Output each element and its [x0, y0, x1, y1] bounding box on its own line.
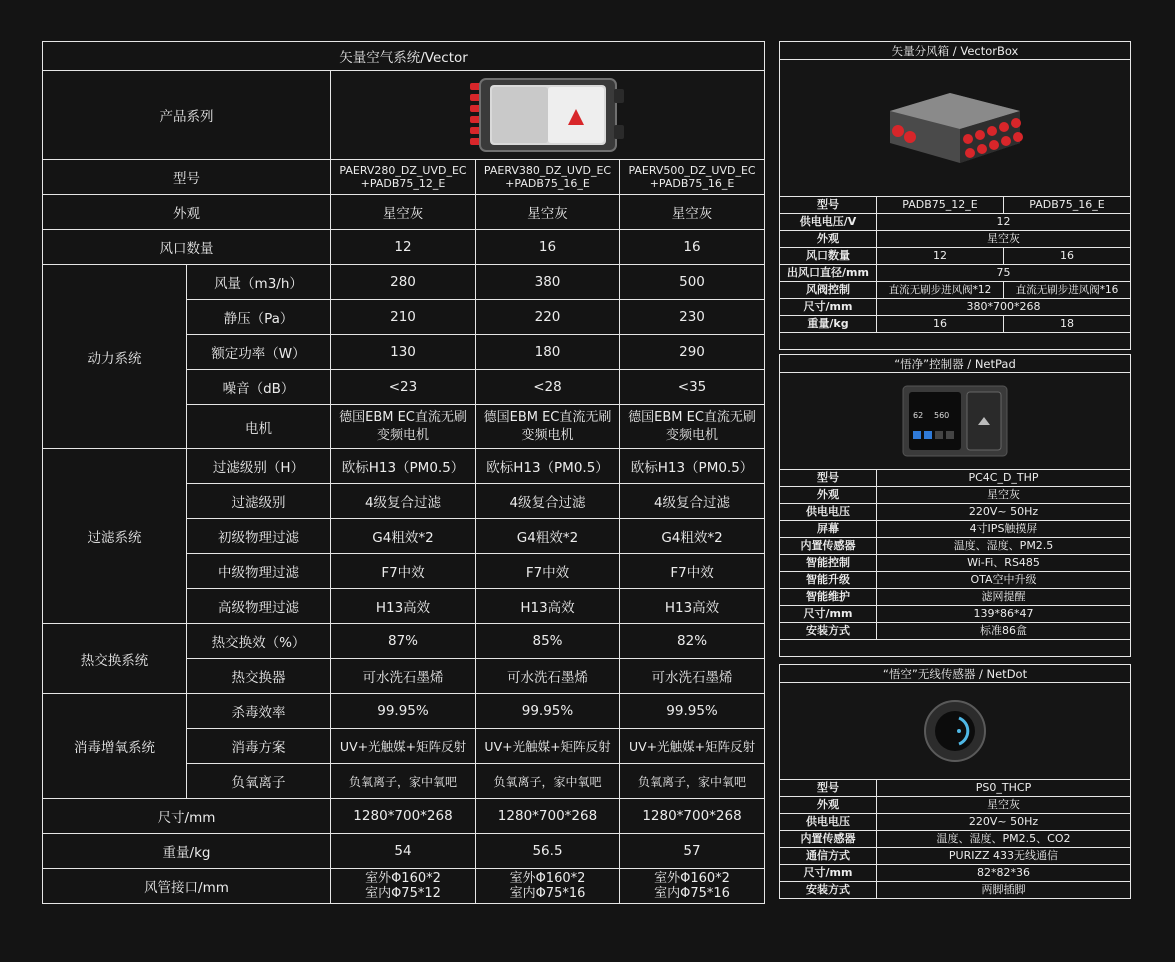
spec-value: <35 — [620, 370, 765, 405]
nd-spec-label: 供电电压 — [780, 814, 877, 831]
weight-label: 重量/kg — [43, 834, 331, 869]
vb-spacer — [780, 333, 1131, 350]
nd-spec-value: PURIZZ 433无线通信 — [877, 848, 1131, 865]
vb-weight-label: 重量/kg — [780, 316, 877, 333]
weight-value: 56.5 — [476, 834, 620, 869]
vb-voltage-value: 12 — [877, 214, 1131, 231]
netpad-title: “悟净”控制器 / NetPad — [780, 355, 1131, 373]
spec-value: UV+光触媒+矩阵反射 — [620, 729, 765, 764]
spec-value: 4级复合过滤 — [620, 484, 765, 519]
spec-label: 高级物理过滤 — [187, 589, 331, 624]
nd-spec-label: 内置传感器 — [780, 831, 877, 848]
spec-value: 87% — [331, 624, 476, 659]
spec-value: <23 — [331, 370, 476, 405]
spec-value: 4级复合过滤 — [331, 484, 476, 519]
spec-label: 杀毒效率 — [187, 694, 331, 729]
spec-value: 德国EBM EC直流无刷 变频电机 — [476, 405, 620, 449]
np-spec-label: 智能维护 — [780, 589, 877, 606]
size-value: 1280*700*268 — [476, 799, 620, 834]
netpad-illustration — [902, 385, 1008, 457]
np-spec-value: Wi-Fi、RS485 — [877, 555, 1131, 572]
vb-appearance-value: 星空灰 — [877, 231, 1131, 248]
vb-valve-value: 直流无刷步进风阀*12 — [877, 282, 1004, 299]
spec-value: 99.95% — [331, 694, 476, 729]
spec-value: F7中效 — [620, 554, 765, 589]
vector-unit-image — [331, 71, 765, 160]
netpad-screen-value: 560 — [934, 411, 950, 420]
vents-value: 12 — [331, 230, 476, 265]
nd-spec-label: 型号 — [780, 780, 877, 797]
vb-valve-value: 直流无刷步进风阀*16 — [1004, 282, 1131, 299]
vb-appearance-label: 外观 — [780, 231, 877, 248]
spec-value: H13高效 — [620, 589, 765, 624]
netpad-image — [780, 373, 1131, 470]
spec-value: 可水洗石墨烯 — [620, 659, 765, 694]
spec-label: 热交换器 — [187, 659, 331, 694]
spec-value: 82% — [620, 624, 765, 659]
vectorbox-image — [780, 60, 1131, 197]
spec-value: 500 — [620, 265, 765, 300]
vb-vents-value: 12 — [877, 248, 1004, 265]
vb-vents-value: 16 — [1004, 248, 1131, 265]
spec-label: 噪音（dB） — [187, 370, 331, 405]
size-label: 尺寸/mm — [43, 799, 331, 834]
np-spec-label: 内置传感器 — [780, 538, 877, 555]
duct-value: 室外Φ160*2 室内Φ75*16 — [620, 869, 765, 904]
np-spec-label: 安装方式 — [780, 623, 877, 640]
vb-outlet-label: 出风口直径/mm — [780, 265, 877, 282]
spec-value: G4粗效*2 — [620, 519, 765, 554]
spec-value: UV+光触媒+矩阵反射 — [476, 729, 620, 764]
power-group-label: 动力系统 — [43, 265, 187, 449]
spec-value: 可水洗石墨烯 — [331, 659, 476, 694]
spec-value: H13高效 — [331, 589, 476, 624]
spec-label: 负氧离子 — [187, 764, 331, 799]
spec-value: H13高效 — [476, 589, 620, 624]
vector-unit-illustration — [468, 75, 628, 155]
spec-value: G4粗效*2 — [476, 519, 620, 554]
spec-value: 德国EBM EC直流无刷 变频电机 — [331, 405, 476, 449]
nd-spec-value: 220V~ 50Hz — [877, 814, 1131, 831]
spec-value: 280 — [331, 265, 476, 300]
size-value: 1280*700*268 — [331, 799, 476, 834]
spec-label: 静压（Pa） — [187, 300, 331, 335]
np-spec-label: 供电电压 — [780, 504, 877, 521]
netpad-spec-table — [779, 354, 1131, 657]
spec-value: 99.95% — [620, 694, 765, 729]
spec-value: 4级复合过滤 — [476, 484, 620, 519]
spec-value: 130 — [331, 335, 476, 370]
netpad-screen-value: 62 — [913, 411, 924, 420]
vector-table-title: 矢量空气系统/Vector — [43, 42, 765, 71]
vents-label: 风口数量 — [43, 230, 331, 265]
vb-model-value: PADB75_16_E — [1004, 197, 1131, 214]
np-spec-value: 139*86*47 — [877, 606, 1131, 623]
spec-value: 220 — [476, 300, 620, 335]
spec-value: 德国EBM EC直流无刷 变频电机 — [620, 405, 765, 449]
vb-weight-value: 18 — [1004, 316, 1131, 333]
spec-label: 初级物理过滤 — [187, 519, 331, 554]
spec-label: 中级物理过滤 — [187, 554, 331, 589]
model-value: PAERV380_DZ_UVD_EC +PADB75_16_E — [476, 160, 620, 195]
netdot-illustration — [923, 699, 987, 763]
spec-value: 180 — [476, 335, 620, 370]
spec-label: 过滤级别 — [187, 484, 331, 519]
netdot-title: “悟空”无线传感器 / NetDot — [780, 665, 1131, 683]
duct-value: 室外Φ160*2 室内Φ75*12 — [331, 869, 476, 904]
netdot-spec-table — [779, 664, 1131, 899]
spec-value: 可水洗石墨烯 — [476, 659, 620, 694]
nd-spec-value: 温度、湿度、PM2.5、CO2 — [877, 831, 1131, 848]
vb-size-label: 尺寸/mm — [780, 299, 877, 316]
nd-spec-label: 通信方式 — [780, 848, 877, 865]
np-spacer — [780, 640, 1131, 657]
nd-spec-value: 两脚插脚 — [877, 882, 1131, 899]
np-spec-value: 星空灰 — [877, 487, 1131, 504]
spec-value: 欧标H13（PM0.5） — [620, 449, 765, 484]
np-spec-value: OTA空中升级 — [877, 572, 1131, 589]
vb-valve-label: 风阀控制 — [780, 282, 877, 299]
spec-value: 负氧离子，家中氧吧 — [476, 764, 620, 799]
appearance-value: 星空灰 — [476, 195, 620, 230]
vb-voltage-label: 供电电压/V — [780, 214, 877, 231]
spec-value: 230 — [620, 300, 765, 335]
appearance-value: 星空灰 — [331, 195, 476, 230]
spec-value: <28 — [476, 370, 620, 405]
vb-vents-label: 风口数量 — [780, 248, 877, 265]
nd-spec-label: 尺寸/mm — [780, 865, 877, 882]
spec-value: 380 — [476, 265, 620, 300]
weight-value: 54 — [331, 834, 476, 869]
spec-label: 额定功率（W） — [187, 335, 331, 370]
vb-size-value: 380*700*268 — [877, 299, 1131, 316]
np-spec-value: 4寸IPS触摸屏 — [877, 521, 1131, 538]
np-spec-label: 智能控制 — [780, 555, 877, 572]
spec-label: 消毒方案 — [187, 729, 331, 764]
vectorbox-title: 矢量分风箱 / VectorBox — [780, 42, 1131, 60]
nd-spec-label: 外观 — [780, 797, 877, 814]
np-spec-value: PC4C_D_THP — [877, 470, 1131, 487]
np-spec-value: 温度、湿度、PM2.5 — [877, 538, 1131, 555]
nd-spec-value: 82*82*36 — [877, 865, 1131, 882]
np-spec-label: 型号 — [780, 470, 877, 487]
duct-value: 室外Φ160*2 室内Φ75*16 — [476, 869, 620, 904]
spec-value: 欧标H13（PM0.5） — [331, 449, 476, 484]
appearance-value: 星空灰 — [620, 195, 765, 230]
spec-value: 欧标H13（PM0.5） — [476, 449, 620, 484]
nd-spec-value: 星空灰 — [877, 797, 1131, 814]
spec-label: 过滤级别（H） — [187, 449, 331, 484]
np-spec-label: 外观 — [780, 487, 877, 504]
vb-weight-value: 16 — [877, 316, 1004, 333]
vectorbox-illustration — [880, 81, 1030, 176]
np-spec-value: 滤网提醒 — [877, 589, 1131, 606]
np-spec-label: 智能升级 — [780, 572, 877, 589]
vents-value: 16 — [476, 230, 620, 265]
vectorbox-spec-table — [779, 41, 1131, 350]
spec-value: 负氧离子，家中氧吧 — [331, 764, 476, 799]
weight-value: 57 — [620, 834, 765, 869]
vents-value: 16 — [620, 230, 765, 265]
np-spec-label: 尺寸/mm — [780, 606, 877, 623]
spec-value: 210 — [331, 300, 476, 335]
vb-outlet-value: 75 — [877, 265, 1131, 282]
spec-value: F7中效 — [331, 554, 476, 589]
np-spec-label: 屏幕 — [780, 521, 877, 538]
model-value: PAERV500_DZ_UVD_EC +PADB75_16_E — [620, 160, 765, 195]
netdot-image — [780, 683, 1131, 780]
np-spec-value: 220V~ 50Hz — [877, 504, 1131, 521]
spec-value: F7中效 — [476, 554, 620, 589]
size-value: 1280*700*268 — [620, 799, 765, 834]
model-value: PAERV280_DZ_UVD_EC +PADB75_12_E — [331, 160, 476, 195]
spec-value: 负氧离子，家中氧吧 — [620, 764, 765, 799]
spec-value: 99.95% — [476, 694, 620, 729]
vb-model-label: 型号 — [780, 197, 877, 214]
model-label: 型号 — [43, 160, 331, 195]
vector-spec-table — [42, 41, 765, 904]
spec-value: UV+光触媒+矩阵反射 — [331, 729, 476, 764]
duct-label: 风管接口/mm — [43, 869, 331, 904]
nd-spec-label: 安装方式 — [780, 882, 877, 899]
vb-model-value: PADB75_12_E — [877, 197, 1004, 214]
np-spec-value: 标准86盒 — [877, 623, 1131, 640]
spec-value: 290 — [620, 335, 765, 370]
spec-label: 风量（m3/h） — [187, 265, 331, 300]
heat-group-label: 热交换系统 — [43, 624, 187, 694]
spec-value: G4粗效*2 — [331, 519, 476, 554]
product-series-label: 产品系列 — [43, 71, 331, 160]
spec-value: 85% — [476, 624, 620, 659]
disinfect-group-label: 消毒增氧系统 — [43, 694, 187, 799]
appearance-label: 外观 — [43, 195, 331, 230]
nd-spec-value: PS0_THCP — [877, 780, 1131, 797]
filter-group-label: 过滤系统 — [43, 449, 187, 624]
spec-label: 电机 — [187, 405, 331, 449]
spec-label: 热交换效（%） — [187, 624, 331, 659]
